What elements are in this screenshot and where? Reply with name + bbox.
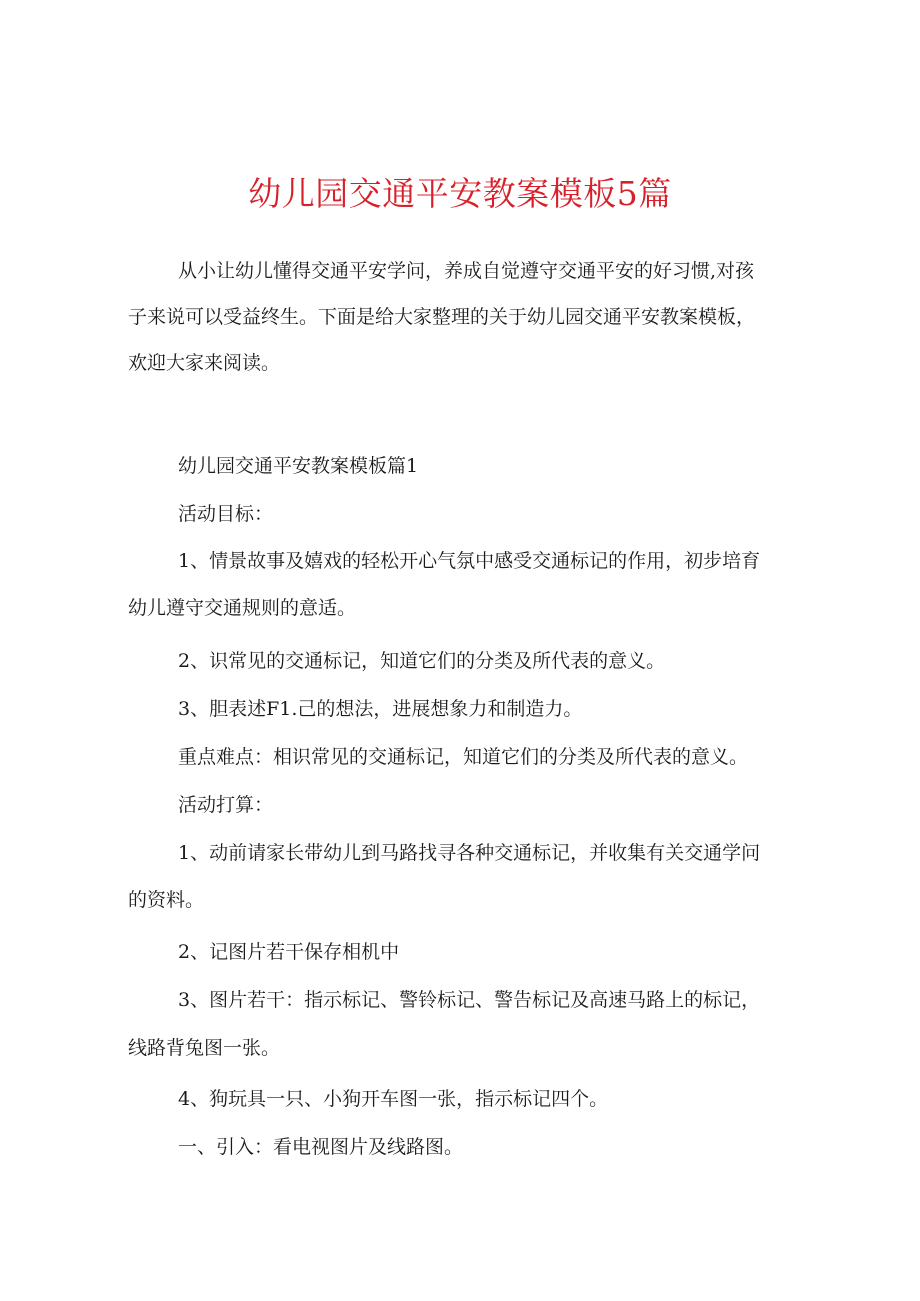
goals-label: 活动目标： (178, 503, 274, 525)
prep-label: 活动打算： (178, 794, 274, 816)
intro-line: 子来说可以受益终生。下面是给大家整理的关于幼儿园交通平安教案模板， (128, 306, 756, 328)
goal-item: 1、情景故事及嬉戏的轻松开心气氛中感受交通标记的作用，初步培育 (178, 550, 761, 572)
prep-item: 3、图片若干：指示标记、警铃标记、警告标记及高速马路上的标记， (178, 989, 761, 1011)
prep-item: 1、动前请家长带幼儿到马路找寻各种交通标记，并收集有关交通学问 (178, 842, 761, 864)
intro-line: 从小让幼儿懂得交通平安学问，养成自觉遵守交通平安的好习惯,对孩 (178, 260, 755, 282)
intro-paragraph (128, 248, 792, 386)
section-heading: 幼儿园交通平安教案模板篇1 (178, 455, 419, 477)
prep-item: 2、记图片若干保存相机中 (178, 941, 400, 963)
goal-item: 3、胆表述F1.己的想法，进展想象力和制造力。 (178, 698, 583, 720)
prep-item-continuation: 线路背兔图一张。 (128, 1037, 281, 1059)
goal-item-continuation: 幼儿遵守交通规则的意适。 (128, 597, 357, 619)
prep-item: 4、狗玩具一只、小狗开车图一张，指示标记四个。 (178, 1088, 609, 1110)
goal-item: 2、识常见的交通标记，知道它们的分类及所代表的意义。 (178, 650, 666, 672)
document-title: 幼儿园交通平安教案模板5篇 (248, 174, 672, 213)
prep-item-continuation: 的资料。 (128, 889, 205, 911)
step-item: 一、引入：看电视图片及线路图。 (178, 1136, 464, 1158)
intro-line: 欢迎大家来阅读。 (128, 352, 281, 374)
key-points: 重点难点：相识常见的交通标记，知道它们的分类及所代表的意义。 (178, 746, 749, 768)
